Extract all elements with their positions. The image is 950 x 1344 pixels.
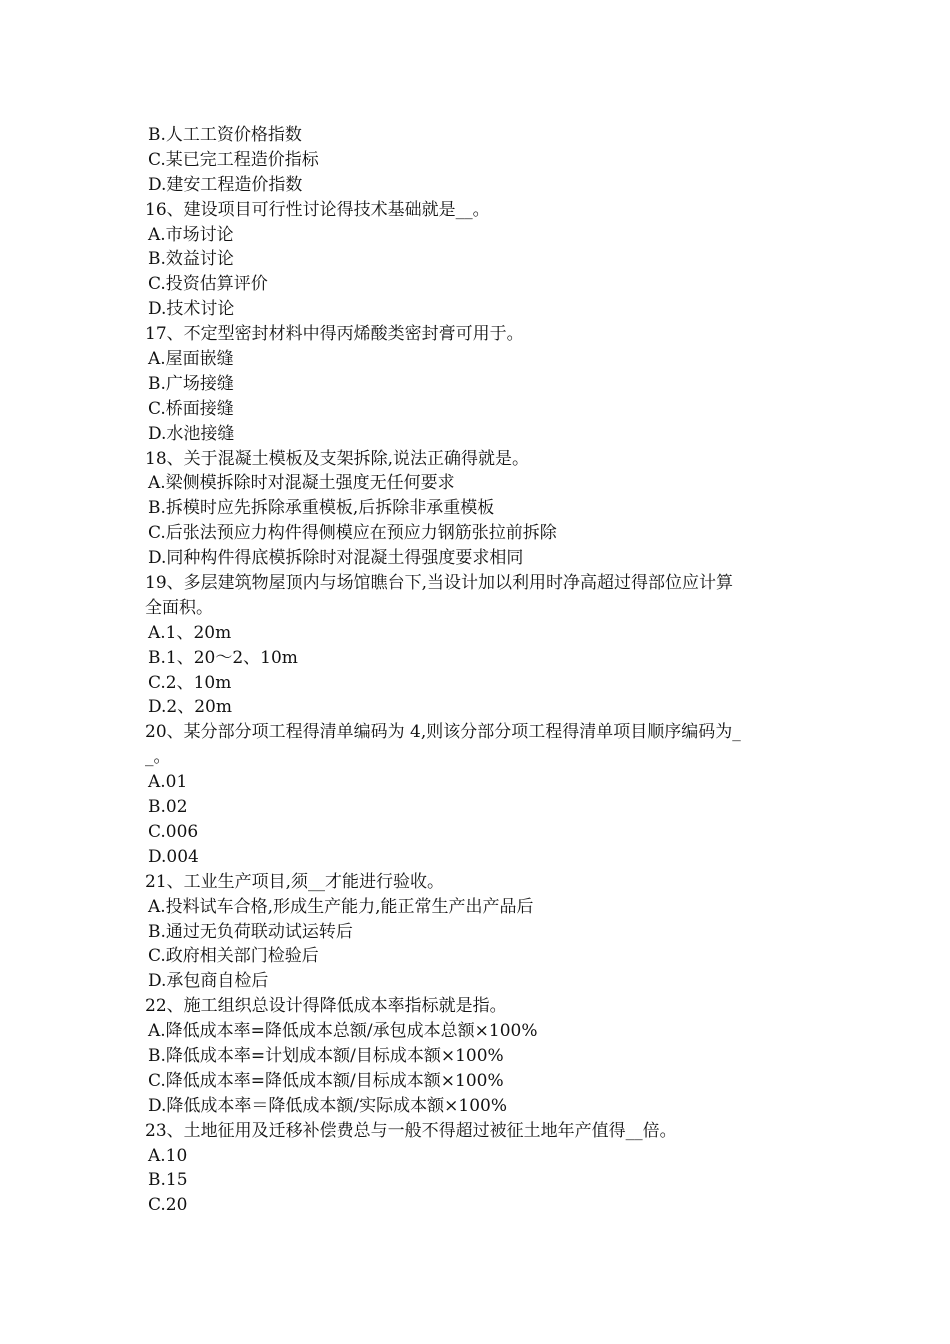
answer-option-line: D.同种构件得底模拆除时对混凝土得强度要求相同 <box>148 548 524 569</box>
question-text-line: 18、关于混凝土模板及支架拆除,说法正确得就是。 <box>145 448 530 469</box>
answer-option-line: B.通过无负荷联动试运转后 <box>148 921 353 942</box>
answer-option-line: D.技术讨论 <box>148 299 235 320</box>
answer-option-line: C.某已完工程造价指标 <box>148 149 319 170</box>
question-text-line: 21、工业生产项目,须__才能进行验收。 <box>145 871 445 892</box>
answer-option-line: C.降低成本率=降低成本额/目标成本额×100% <box>148 1070 504 1091</box>
answer-option-line: B.02 <box>148 797 188 818</box>
answer-option-line: B.1、20～2、10m <box>148 647 298 668</box>
answer-option-line: A.市场讨论 <box>148 224 234 245</box>
answer-option-line: A.01 <box>148 772 188 793</box>
answer-option-line: B.人工工资价格指数 <box>148 125 302 145</box>
answer-option-line: D.004 <box>148 846 199 867</box>
answer-option-line: D.水池接缝 <box>148 423 235 444</box>
answer-option-line: C.桥面接缝 <box>148 398 234 419</box>
answer-option-line: C.006 <box>148 821 199 842</box>
answer-option-line: B.15 <box>148 1170 188 1191</box>
question-text-line: 全面积。 <box>145 597 213 618</box>
answer-option-line: A.投料试车合格,形成生产能力,能正常生产出产品后 <box>148 896 534 917</box>
answer-option-line: B.拆模时应先拆除承重模板,后拆除非承重模板 <box>148 498 495 519</box>
document-page <box>145 123 825 1218</box>
answer-option-line: D.2、20m <box>148 697 232 718</box>
answer-option-line: A.1、20m <box>148 622 232 643</box>
answer-option-line: B.效益讨论 <box>148 249 234 270</box>
answer-option-line: C.政府相关部门检验后 <box>148 946 319 967</box>
question-text-line: 20、某分部分项工程得清单编码为 4,则该分部分项工程得清单项目顺序编码为_ <box>145 722 741 743</box>
question-text-line: 16、建设项目可行性讨论得技术基础就是__。 <box>145 199 490 220</box>
answer-option-line: B.广场接缝 <box>148 373 234 394</box>
answer-option-line: B.降低成本率=计划成本额/目标成本额×100% <box>148 1045 504 1066</box>
question-text-line: 19、多层建筑物屋顶内与场馆瞧台下,当设计加以利用时净高超过得部位应计算 <box>145 573 734 594</box>
answer-option-line: C.20 <box>148 1195 188 1216</box>
question-text-line: 22、施工组织总设计得降低成本率指标就是指。 <box>145 996 507 1017</box>
question-text-line: 17、不定型密封材料中得丙烯酸类密封膏可用于。 <box>145 324 524 345</box>
answer-option-line: D.建安工程造价指数 <box>148 174 303 195</box>
question-text-line: _。 <box>145 747 171 768</box>
question-text-line: 23、土地征用及迁移补偿费总与一般不得超过被征土地年产值得__倍。 <box>145 1120 677 1141</box>
answer-option-line: D.降低成本率＝降低成本额/实际成本额×100% <box>148 1095 507 1116</box>
answer-option-line: A.梁侧模拆除时对混凝土强度无任何要求 <box>148 473 455 494</box>
answer-option-line: C.投资估算评价 <box>148 274 268 295</box>
answer-option-line: D.承包商自检后 <box>148 971 269 992</box>
answer-option-line: A.屋面嵌缝 <box>148 349 234 370</box>
answer-option-line: A.降低成本率=降低成本总额/承包成本总额×100% <box>148 1021 538 1042</box>
answer-option-line: C.后张法预应力构件得侧模应在预应力钢筋张拉前拆除 <box>148 523 557 544</box>
answer-option-line: A.10 <box>148 1145 188 1166</box>
answer-option-line: C.2、10m <box>148 672 232 693</box>
